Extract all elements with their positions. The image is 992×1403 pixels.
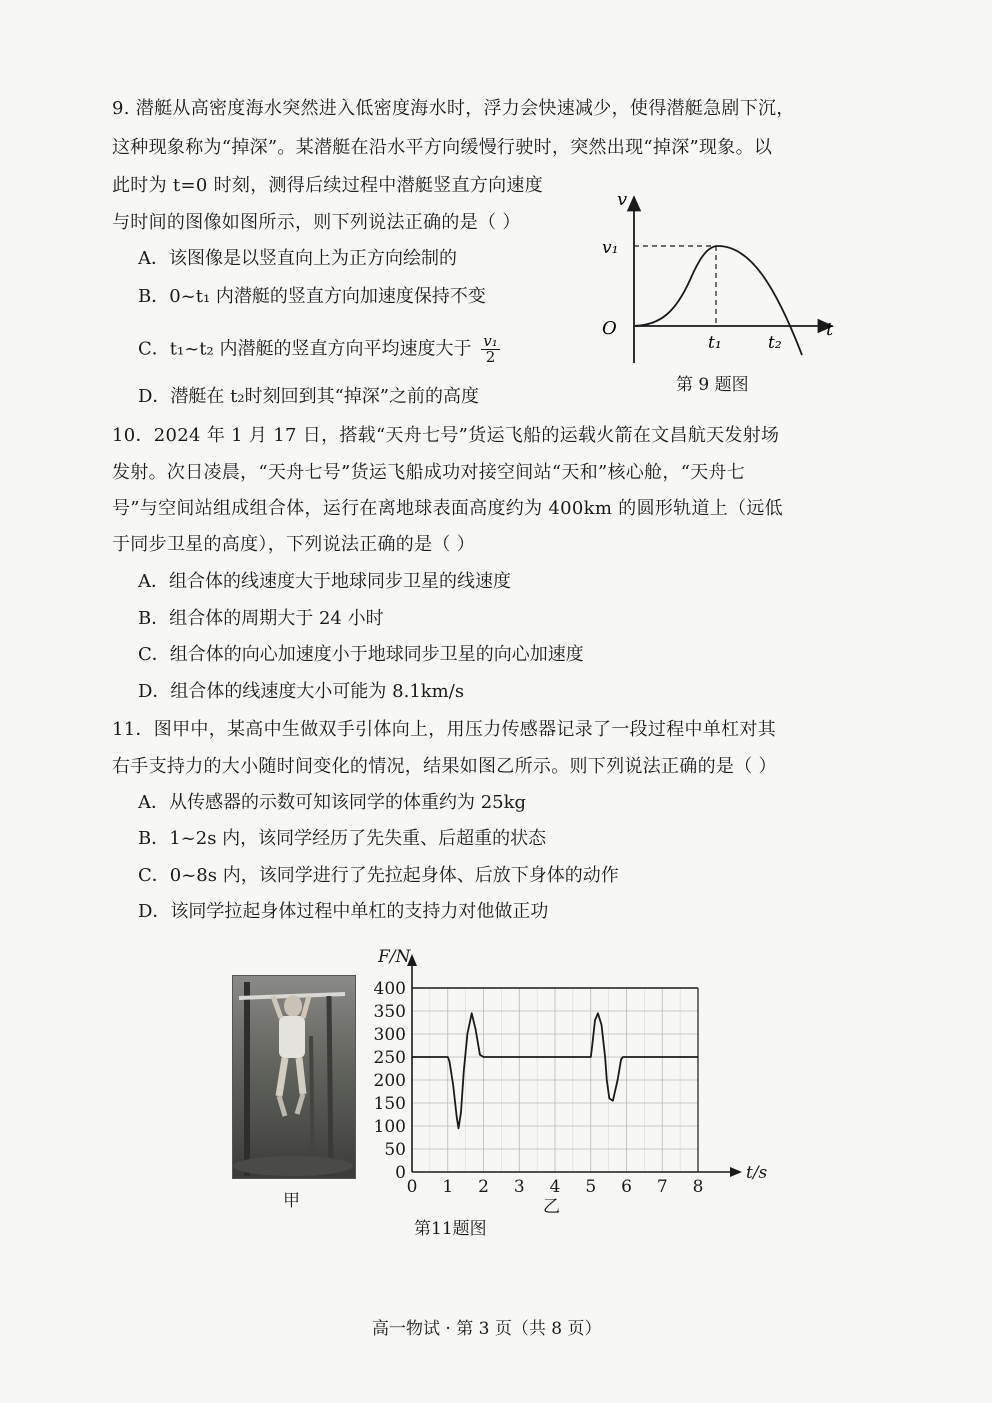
q9-caption: 第 9 题图	[676, 375, 749, 395]
q10-line-3: 号”与空间站组成组合体，运行在离地球表面高度约为 400km 的圆形轨道上（远低	[112, 498, 783, 519]
x-tick-label: 0	[406, 1177, 418, 1197]
q9-option-d: D．潜艇在 t₂时刻回到其“掉深”之前的高度	[138, 386, 480, 407]
v1-label: v₁	[602, 238, 619, 258]
y-tick-label: 100	[373, 1117, 406, 1137]
x-tick-label: 3	[513, 1177, 525, 1197]
x-tick-label: 7	[656, 1177, 668, 1197]
q11-option-a: A．从传感器的示数可知该同学的体重约为 25kg	[138, 792, 527, 813]
x-tick-label: 4	[549, 1177, 561, 1197]
x-tick-label: 5	[585, 1177, 597, 1197]
y-tick-label: 250	[373, 1048, 406, 1068]
x-tick-label: 2	[478, 1177, 489, 1197]
origin-label: O	[602, 318, 617, 339]
q9-line-2: 这种现象称为“掉深”。某潜艇在沿水平方向缓慢行驶时，突然出现“掉深”现象。以	[112, 137, 773, 158]
fraction-v1-over-2	[481, 334, 500, 365]
q11-option-d: D．该同学拉起身体过程中单杠的支持力对他做正功	[138, 901, 549, 922]
y-tick-label: 200	[373, 1071, 406, 1091]
q10-line-4: 于同步卫星的高度），下列说法正确的是（ ）	[112, 534, 476, 555]
chart-label-yi: 乙	[543, 1197, 560, 1216]
y-tick-label: 50	[384, 1140, 406, 1160]
q10-line-2: 发射。次日凌晨，“天舟七号”货运飞船成功对接空间站“天和”核心舱，“天舟七	[112, 462, 746, 483]
q9-vt-svg	[590, 185, 850, 375]
fraction-numerator: v₁	[483, 332, 498, 350]
q11-option-c: C．0~8s 内，该同学进行了先拉起身体、后放下身体的动作	[138, 865, 619, 886]
y-tick-label: 150	[373, 1094, 406, 1114]
x-tick-label: 1	[442, 1177, 454, 1197]
q9-vt-figure	[590, 185, 850, 375]
pullup-photo	[232, 975, 356, 1179]
t-axis-label: t	[826, 319, 834, 340]
q10-line-1: 10．2024 年 1 月 17 日，搭载“天舟七号”货运飞船的运载火箭在文昌航天发射场	[112, 425, 780, 446]
q10-option-a: A．组合体的线速度大于地球同步卫星的线速度	[138, 571, 511, 592]
q10-option-c: C．组合体的向心加速度小于地球同步卫星的向心加速度	[138, 644, 584, 665]
q10-option-b: B．组合体的周期大于 24 小时	[138, 608, 384, 629]
q11-line-2: 右手支持力的大小随时间变化的情况，结果如图乙所示。则下列说法正确的是（ ）	[112, 756, 777, 777]
q9-option-c-text: C．t₁~t₂ 内潜艇的竖直方向平均速度大于	[138, 338, 472, 360]
q11-caption: 第11题图	[414, 1219, 487, 1239]
force-time-svg	[350, 938, 770, 1216]
force-time-chart	[350, 938, 770, 1216]
q9-option-b: B．0~t₁ 内潜艇的竖直方向加速度保持不变	[138, 286, 486, 307]
q9-line-4: 与时间的图像如图所示，则下列说法正确的是（ ）	[112, 212, 521, 233]
y-tick-label: 400	[373, 979, 406, 999]
q9-line-1: 9. 潜艇从高密度海水突然进入低密度海水时，浮力会快速减少，使得潜艇急剧下沉，	[112, 98, 795, 119]
x-axis-arrow	[730, 1167, 742, 1177]
x-axis-label: t/s	[746, 1163, 768, 1183]
pullup-photo-svg	[233, 976, 355, 1178]
q9-option-c	[138, 334, 500, 365]
photo-label-jia: 甲	[283, 1191, 300, 1211]
x-tick-label: 6	[621, 1177, 632, 1197]
q11-option-b: B．1~2s 内，该同学经历了先失重、后超重的状态	[138, 828, 547, 849]
y-axis-label: F/N	[378, 947, 411, 967]
q9-option-a: A．该图像是以竖直向上为正方向绘制的	[138, 248, 457, 269]
q10-option-d: D．组合体的线速度大小可能为 8.1km/s	[138, 681, 465, 702]
x-tick-label: 8	[692, 1177, 704, 1197]
v-axis-label: v	[617, 189, 628, 210]
t2-label: t₂	[768, 333, 782, 353]
y-tick-label: 0	[395, 1163, 406, 1183]
y-tick-label: 350	[373, 1002, 406, 1022]
page-footer: 高一物试 · 第 3 页（共 8 页）	[372, 1319, 602, 1339]
t1-label: t₁	[708, 333, 722, 353]
fraction-denominator: 2	[485, 348, 496, 366]
y-tick-label: 300	[373, 1025, 406, 1045]
q11-line-1: 11．图甲中，某高中生做双手引体向上，用压力传感器记录了一段过程中单杠对其	[112, 719, 777, 740]
q9-line-3: 此时为 t=0 时刻，测得后续过程中潜艇竖直方向速度	[112, 175, 544, 196]
